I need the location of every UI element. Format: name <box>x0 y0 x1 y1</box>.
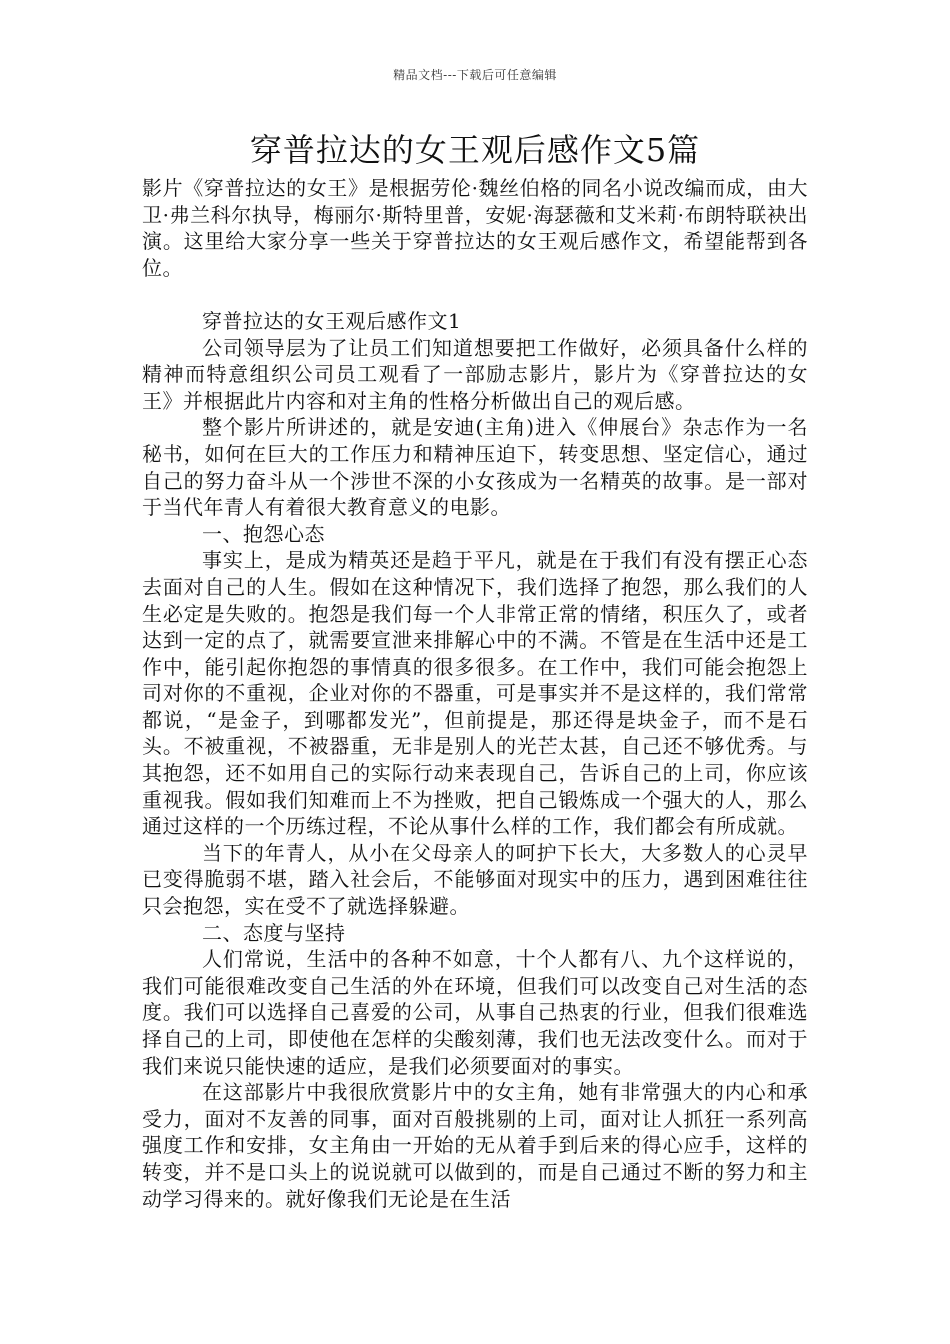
document-title: 穿普拉达的女王观后感作文5篇 <box>249 131 701 169</box>
page-header: 精品文档---下载后可任意编辑 <box>393 68 557 82</box>
body-paragraph: 公司领导层为了让员工们知道想要把工作做好，必须具备什么样的精神而特意组织公司员工观看了一部励志影片，影片为《穿普拉达的女王》并根据此片内容和对主角的性格分析做出自己的观后感。 <box>142 335 808 413</box>
body-paragraph: 整个影片所讲述的，就是安迪(主角)进入《伸展台》杂志作为一名秘书，如何在巨大的工作压力和精神压迫下，转变思想、坚定信心，通过自己的努力奋斗从一个涉世不深的小女孩成为一名精英的故事。是一部对于当代年青人有着很大教育意义的电影。 <box>142 415 808 520</box>
body-paragraph: 事实上，是成为精英还是趋于平凡，就是在于我们有没有摆正心态去面对自己的人生。假如在这种情况下，我们选择了抱怨，那么我们的人生必定是失败的。抱怨是我们每一个人非常正常的情绪，积压久了，或者达到一定的点了，就需要宣泄来排解心中的不满。不管是在生活中还是工作中，能引起你抱怨的事情真的很多很多。在工作中，我们可能会抱怨上司对你的不重视，企业对你的不器重，可是事实并不是这样的，我们常常都说，“是金子，到哪都发光”，但前提是，那还得是块金子，而不是石头。不被重视，不被器重，无非是别人的光芒太甚，自己还不够优秀。与其抱怨，还不如用自己的实际行动来表现自己，告诉自己的上司，你应该重视我。假如我们知难而上不为挫败，把自己锻炼成一个强大的人，那么通过这样的一个历练过程，不论从事什么样的工作，我们都会有所成就。 <box>142 548 808 839</box>
body-paragraph: 人们常说，生活中的各种不如意，十个人都有八、九个这样说的，我们可能很难改变自己生活的外在环境，但我们可以改变自己对生活的态度。我们可以选择自己喜爱的公司，从事自己热衷的行业，但我们很难选择自己的上司，即使他在怎样的尖酸刻薄，我们也无法改变什么。而对于我们来说只能快速的适应，是我们必须要面对的事实。 <box>142 947 808 1078</box>
body-paragraph: 在这部影片中我很欣赏影片中的女主角，她有非常强大的内心和承受力，面对不友善的同事，面对百般挑剔的上司，面对让人抓狂一系列高强度工作和安排，女主角由一开始的无从着手到后来的得心应手，这样的转变，并不是口头上的说说就可以做到的，而是自己通过不断的努力和主动学习得来的。就好像我们无论是在生活 <box>142 1080 808 1211</box>
document-body <box>142 175 808 1212</box>
paragraph-spacer <box>142 281 808 308</box>
sub-heading: 一、抱怨心态 <box>202 521 325 546</box>
section-heading: 穿普拉达的女王观后感作文1 <box>202 308 462 333</box>
sub-heading: 二、态度与坚持 <box>202 920 346 945</box>
body-paragraph: 当下的年青人，从小在父母亲人的呵护下长大，大多数人的心灵早已变得脆弱不堪，踏入社会后，不能够面对现实中的压力，遇到困难往往只会抱怨，实在受不了就选择躲避。 <box>142 840 808 919</box>
intro-paragraph: 影片《穿普拉达的女王》是根据劳伦·魏丝伯格的同名小说改编而成，由大卫·弗兰科尔执导，梅丽尔·斯特里普，安妮·海瑟薇和艾米莉·布朗特联袂出演。这里给大家分享一些关于穿普拉达的女王观后感作文，希望能帮到各位。 <box>142 176 808 280</box>
